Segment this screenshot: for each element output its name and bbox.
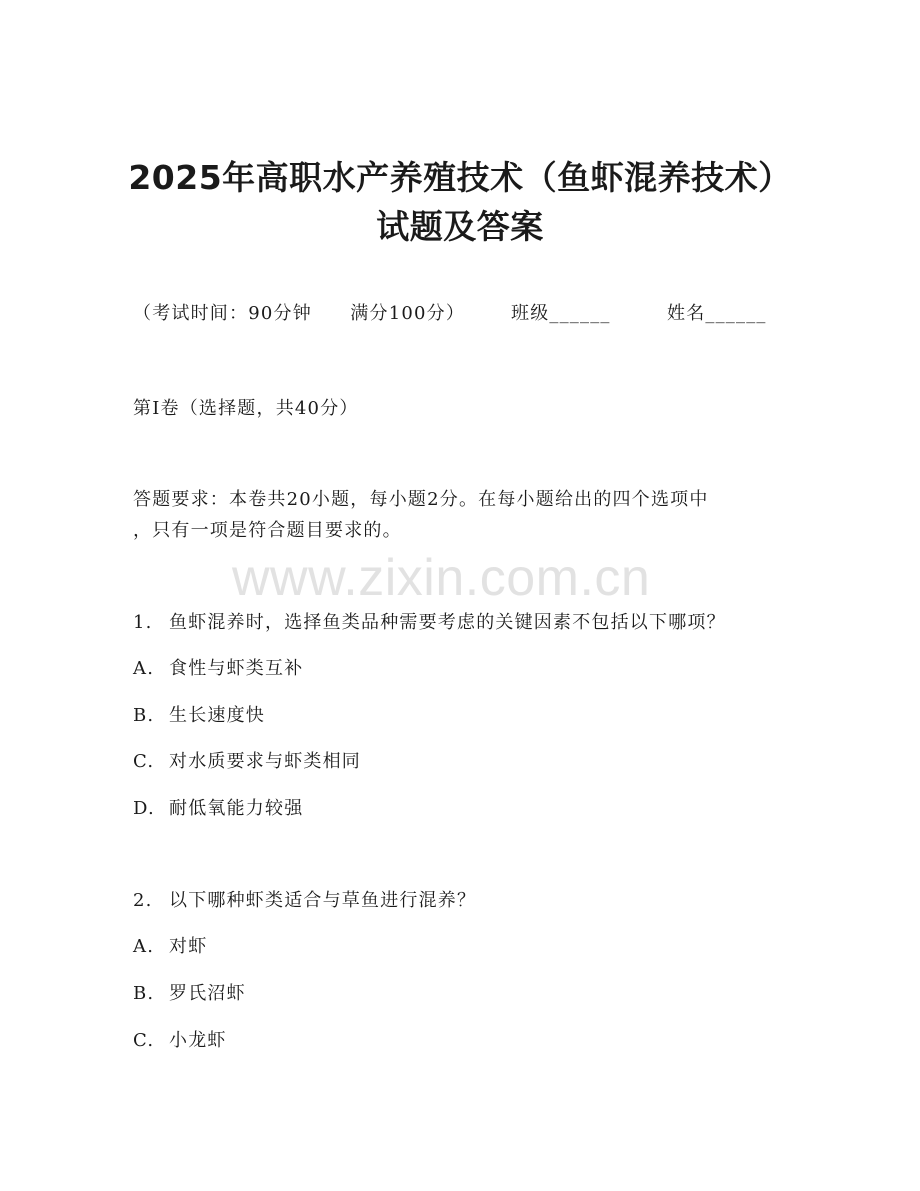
question-1-option-b <box>133 704 265 728</box>
option-label: A. <box>133 936 155 957</box>
requirements-line-1: 答题要求：本卷共20小题，每小题2分。在每小题给出的四个选项中 <box>133 489 709 510</box>
watermark: www.zixin.com.cn <box>232 549 651 607</box>
option-text: 食性与虾类互补 <box>169 658 304 679</box>
document-title-line-1: 2025年高职水产养殖技术（鱼虾混养技术） <box>128 158 792 197</box>
question-1 <box>133 611 726 635</box>
option-label: A. <box>133 658 155 679</box>
option-text: 对虾 <box>169 936 208 957</box>
question-number: 1. <box>133 612 153 633</box>
question-text: 鱼虾混养时，选择鱼类品种需要考虑的关键因素不包括以下哪项？ <box>169 612 726 633</box>
option-label: D. <box>133 798 155 819</box>
exam-time-and-score: （考试时间：90分钟 满分100分） <box>133 303 466 324</box>
requirements-line-2: ，只有一项是符合题目要求的。 <box>133 520 402 541</box>
question-2-option-b <box>133 982 246 1006</box>
question-1-option-c <box>133 750 361 774</box>
option-text: 对水质要求与虾类相同 <box>169 751 361 772</box>
option-label: C. <box>133 1030 155 1051</box>
document-title-line-2: 试题及答案 <box>376 207 544 246</box>
option-text: 小龙虾 <box>169 1030 227 1051</box>
question-2-option-a <box>133 935 207 959</box>
question-1-option-d <box>133 797 303 821</box>
option-label: C. <box>133 751 155 772</box>
option-text: 耐低氧能力较强 <box>169 798 304 819</box>
option-text: 罗氏沼虾 <box>169 983 246 1004</box>
option-label: B. <box>133 983 155 1004</box>
class-field: 班级______ <box>511 303 611 324</box>
section-heading: 第I卷（选择题，共40分） <box>133 398 359 419</box>
option-label: B. <box>133 705 155 726</box>
option-text: 生长速度快 <box>169 705 265 726</box>
question-text: 以下哪种虾类适合与草鱼进行混养？ <box>169 890 477 911</box>
question-number: 2. <box>133 890 153 911</box>
question-2-option-c <box>133 1029 227 1053</box>
question-1-option-a <box>133 657 303 681</box>
name-field: 姓名______ <box>667 303 767 324</box>
question-2 <box>133 889 476 913</box>
